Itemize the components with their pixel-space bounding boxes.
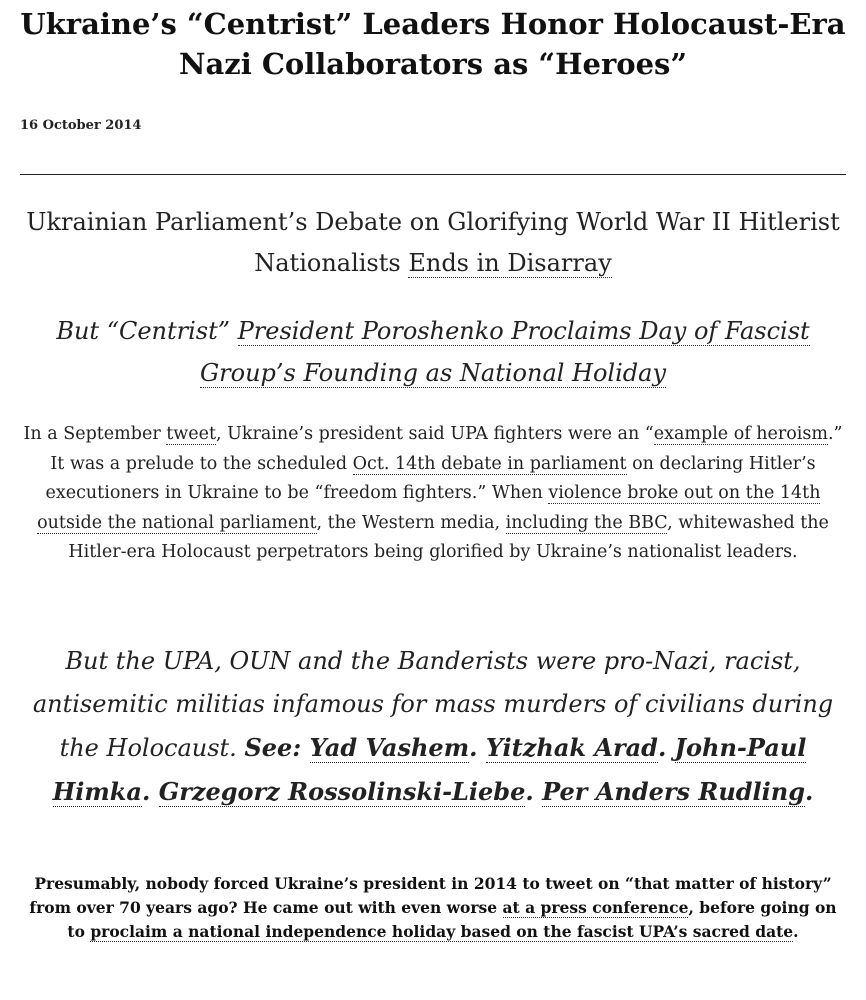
link-yad-vashem[interactable]: Yad Vashem	[309, 733, 470, 762]
closing-text: , before going on to	[67, 898, 837, 941]
link-violence-broke-out[interactable]: violence broke out on the 14th outside the national parliament	[37, 483, 821, 533]
title-divider	[20, 174, 846, 175]
paragraph-text: , whitewashed the Hitler-era Holocaust perpetrators being glorified by Ukraine’s nationalist leaders.	[68, 512, 829, 562]
claim-text: But the UPA, OUN and the Banderists were pro-Nazi, racist, antisemitic militias infamous for mass murders of civilians during the Holocaust.	[32, 647, 834, 762]
link-proclaim-holiday[interactable]: proclaim a national independence holiday based on the fascist UPA’s sacred date	[90, 922, 794, 941]
intro-paragraph	[22, 420, 844, 568]
link-debate-in-parliament[interactable]: Oct. 14th debate in parliament	[352, 453, 627, 474]
closing-paragraph	[18, 872, 848, 944]
paragraph-text: In a September	[23, 424, 167, 444]
paragraph-text: on declaring Hitler’s executioners in Ukraine to be “freedom fighters.” When	[45, 453, 816, 503]
paragraph-text: , the Western media,	[316, 512, 506, 533]
subheading-poroshenko	[20, 310, 846, 394]
link-grzegorz-rossolinski-liebe[interactable]: Grzegorz Rossolinski-Liebe	[158, 777, 526, 806]
link-ends-in-disarray[interactable]: Ends in Disarray	[408, 249, 612, 277]
subheading-text: Ukrainian Parliament’s Debate on Glorifying World War II Hitlerist Nationalists	[26, 208, 840, 277]
subheading-parliament-debate	[20, 202, 846, 284]
closing-text: .	[793, 922, 799, 941]
claim-paragraph: But the UPA, OUN and the Banderists were pro-Nazi, racist, antisemitic militias infamous for mass murders of civilians during the Holocaust. See: Yad Vashem. Yitzhak Arad. John-Paul Himka. Grzegorz Rossolinski-Liebe. Per Anders Rudling.	[32, 647, 834, 806]
article-title: Ukraine’s “Centrist” Leaders Honor Holocaust-Era Nazi Collaborators as “Heroes”	[20, 7, 846, 81]
link-tweet[interactable]: tweet	[166, 424, 217, 444]
paragraph-text: .” It was a prelude to the scheduled	[50, 424, 843, 474]
link-press-conference[interactable]: at a press conference	[502, 898, 689, 917]
article-date: 16 October 2014	[20, 118, 142, 133]
see-label: See:	[244, 733, 302, 762]
link-per-anders-rudling[interactable]: Per Anders Rudling	[542, 777, 806, 806]
link-john-paul-himka[interactable]: John-Paul Himka	[52, 733, 807, 806]
subheading-text: But “Centrist”	[56, 317, 238, 345]
link-example-of-heroism[interactable]: example of heroism	[653, 424, 828, 444]
closing-text: Presumably, nobody forced Ukraine’s president in 2014 to tweet on “that matter of history” from over 70 years ago? He came out with even worse	[29, 874, 832, 917]
link-including-the-bbc[interactable]: including the BBC	[505, 512, 668, 533]
link-poroshenko-proclaims[interactable]: President Poroshenko Proclaims Day of Fascist Group’s Founding as National Holiday	[199, 317, 810, 387]
link-yitzhak-arad[interactable]: Yitzhak Arad	[485, 733, 658, 762]
paragraph-text: , Ukraine’s president said UPA fighters were an “	[216, 424, 654, 444]
